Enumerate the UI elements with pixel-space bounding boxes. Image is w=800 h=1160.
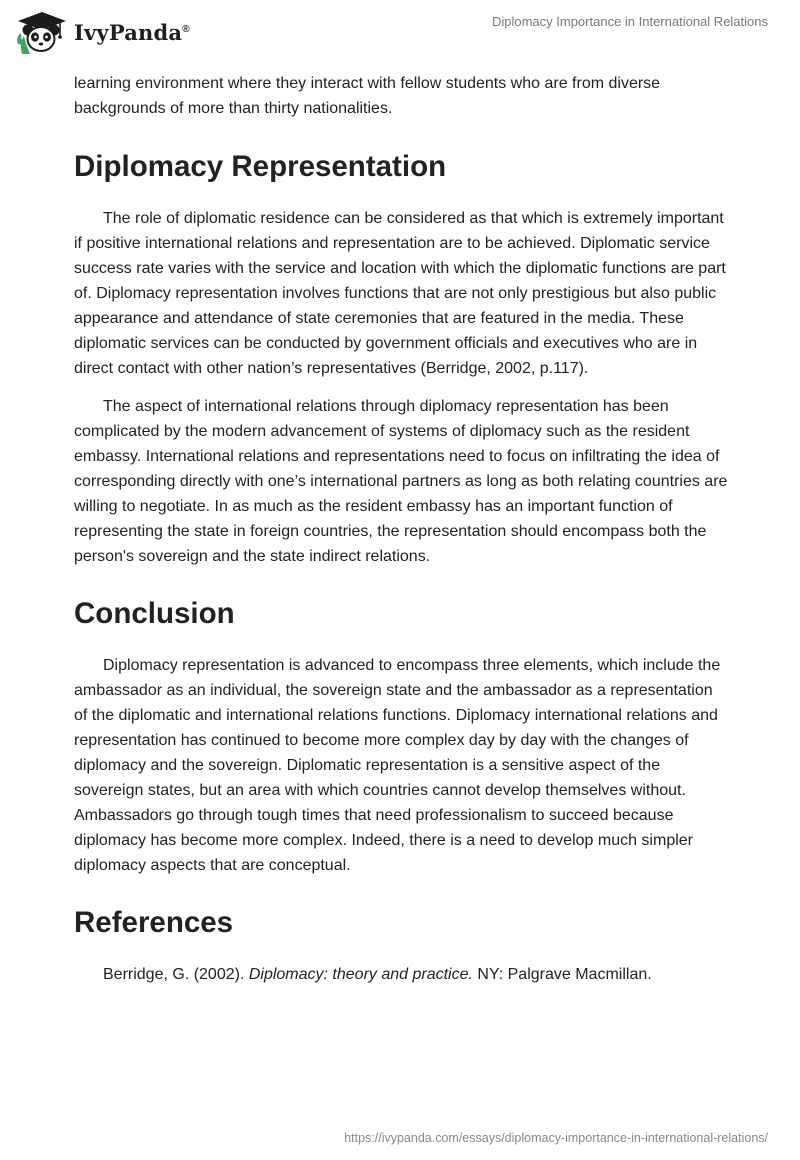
body-paragraph: The role of diplomatic residence can be considered as that which is extremely important if positive international relations and representation are to be achieved. Diplomatic service success rate varies with the service and location with which the diplomatic functions are part of. Diplomacy representation involves functions that are not only prestigious but also public appearance and attendance of state ceremonies that are featured in the media. These diplomatic services can be conducted by government officials and executives who are in direct contact with other nation’s representatives (Berridge, 2002, p.117). [74, 210, 726, 377]
reference-title: Diplomacy: theory and practice. [248, 966, 473, 983]
essay-content [74, 71, 729, 987]
section-heading-conclusion: Conclusion [74, 597, 235, 630]
document-title: Diplomacy Importance in International Relations [491, 14, 768, 29]
ivypanda-logo[interactable] [14, 10, 214, 54]
source-url[interactable]: https://ivypanda.com/essays/diplomacy-importance-in-international-relations/ [344, 1131, 768, 1145]
body-paragraph: The aspect of international relations through diplomacy representation has been complicated by the modern advancement of systems of diplomacy such as the resident embassy. International relations and representations need to focus on infiltrating the idea of corresponding directly with one’s international partners as long as both relating countries are willing to negotiate. In as much as the resident embassy has an important function of representing the state in foreign countries, the representation should encompass both the person's sovereign and the state indirect relations. [74, 398, 728, 565]
reference-author-year: Berridge, G. (2002). [103, 966, 249, 983]
reference-publisher: NY: Palgrave Macmillan. [472, 966, 652, 983]
panda-graduate-icon [14, 10, 70, 54]
section-heading-references: References [74, 906, 234, 939]
page-header [0, 0, 800, 60]
section-heading-diplomacy-representation: Diplomacy Representation [74, 150, 447, 183]
registered-mark: ® [182, 23, 190, 35]
reference-entry [74, 962, 729, 987]
logo-wordmark [74, 20, 190, 45]
body-paragraph: Diplomacy representation is advanced to encompass three elements, which include the ambassador as an individual, the sovereign state and the ambassador as a representation of the diplomatic and international relations functions. Diplomacy international relations and representation has continued to become more complex day by day with the changes of diplomacy and the sovereign. Diplomatic representation is a sensitive aspect of the sovereign states, but an area with which countries cannot develop themselves without. Ambassadors go through tough times that need professionalism to succeed because diplomacy has become more complex. Indeed, there is a need to develop much simpler diplomacy aspects that are conceptual. [74, 657, 721, 874]
logo-text: IvyPanda [74, 19, 183, 45]
intro-paragraph-fragment: learning environment where they interact with fellow students who are from diverse backgrounds of more than thirty nationalities. [74, 75, 661, 117]
